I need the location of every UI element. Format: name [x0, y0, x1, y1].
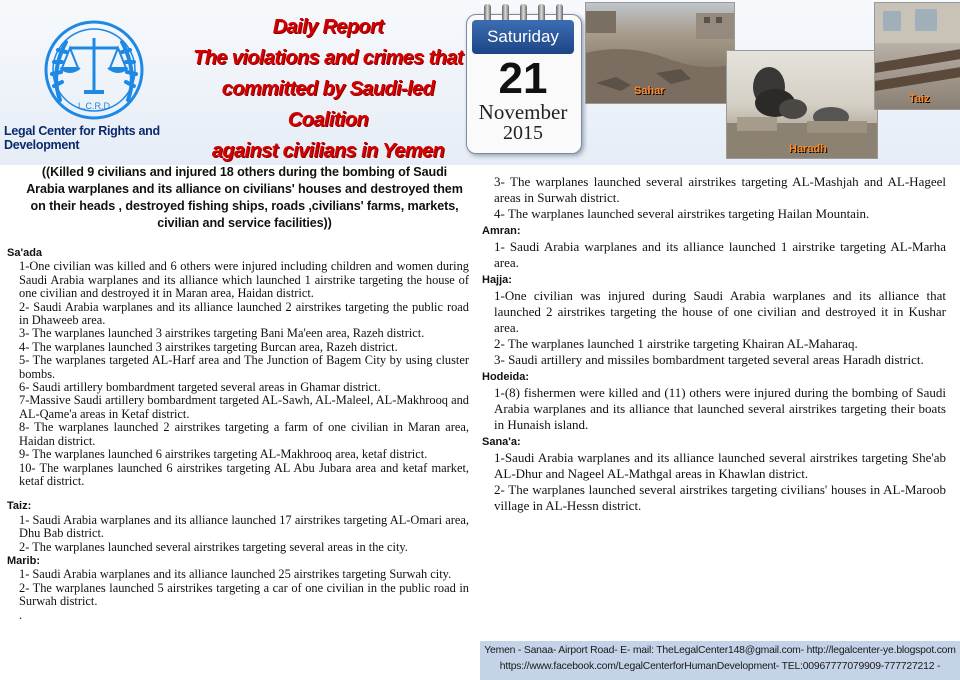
- footer-contacts: https://www.facebook.com/LegalCenterforHumanDevelopment- TEL:00967777079909-777727212 -: [499, 661, 941, 672]
- section-taiz: [7, 500, 469, 554]
- list-item: 2- Saudi Arabia warplanes and its alliance launched 2 airstrikes targeting the public road in Dhaweeb area.: [19, 299, 469, 328]
- photo-label: Haradh: [789, 143, 827, 155]
- contact-footer: [480, 641, 960, 680]
- section-heading: Hodeida:: [482, 371, 530, 383]
- list-item: 1-One civilian was killed and 6 others were injured including children and women during Saudi Arabia warplanes and its alliance which launched 1 airstrike targeting the house of one civilian and destroyed it in Maran area, Haidan district.: [19, 259, 469, 301]
- list-item: 9- The warplanes launched 6 airstrikes targeting AL-Makhrooq area, ketaf district.: [19, 447, 428, 462]
- section-heading: Hajja:: [482, 274, 512, 286]
- calendar-date: 21: [498, 54, 548, 103]
- photo-label: Taiz: [909, 93, 930, 105]
- list-item: 7-Massive Saudi artillery bombardment targeted AL-Sawh, AL-Maleel, AL-Makhrooq and AL-Qame'a areas in Ketaf district.: [19, 393, 469, 421]
- list-item: 1- Saudi Arabia warplanes and its alliance launched 17 airstrikes targeting AL-Omari area, Dhu Bab district.: [19, 512, 469, 541]
- section-heading: Sana'a:: [482, 436, 521, 448]
- list-item: 1- Saudi Arabia warplanes and its alliance launched 25 airstrikes targeting Surwah city.: [19, 567, 452, 582]
- list-item: 2- The warplanes launched 5 airstrikes targeting a car of one civilian in the public road in Surwah district.: [19, 580, 469, 609]
- list-item: 3- The warplanes launched 3 airstrikes targeting Bani Ma'een area, Razeh district.: [19, 326, 425, 341]
- list-item: 5- The warplanes targeted AL-Harf area and The Junction of Bagem City by using cluster bombs.: [19, 353, 469, 381]
- section-hajja: [482, 272, 946, 368]
- section-heading: Taiz:: [7, 500, 32, 513]
- list-item: 2- The warplanes launched several airstrikes targeting several areas in the city.: [19, 539, 408, 554]
- section-heading: Sa'ada: [7, 247, 43, 259]
- list-item: 1-Saudi Arabia warplanes and its alliance launched several airstrikes targeting She'ab AL-Dhur and Nageel AL-Mathgal areas in Khawlan district.: [494, 450, 946, 481]
- list-item: 3- Saudi artillery and missiles bombardment targeted several areas Haradh district.: [494, 352, 924, 367]
- section-amran: [482, 223, 946, 271]
- list-item: 1-One civilian was injured during Saudi Arabia warplanes and its alliance that launched 2 airstrikes targeting the house of one civilian and destroyed it in Kushar area.: [494, 288, 946, 335]
- list-item: 6- Saudi artillery bombardment targeted several areas in Ghamar district.: [19, 380, 381, 395]
- logo-letters: L.C.R.D: [77, 101, 111, 111]
- section-saada: [7, 247, 469, 488]
- calendar-month: November: [478, 100, 568, 124]
- section-hodeida: [482, 369, 946, 433]
- smoke-image: [727, 51, 877, 158]
- list-item: 2- The warplanes launched several airstrikes targeting civilians' houses in AL-Maroob village in AL-Hessn district.: [494, 482, 946, 513]
- photo-haradh: [726, 50, 878, 159]
- section-sanaa: [482, 434, 946, 514]
- list-item: 1-(8) fishermen were killed and (11) others were injured during the bombing of Saudi Arabia warplanes and its alliance that launched several airstrikes targeting their boats in Hunaish island.: [494, 385, 946, 432]
- footer-address: Yemen - Sanaa- Airport Road- E- mail: TheLegalCenter148@gmail.com- http://legalcenter-ye.blogspot.com: [484, 645, 956, 656]
- list-item: 8- The warplanes launched 2 airstrikes targeting a farm of one civilian in Maran area, Haidan district.: [19, 420, 469, 448]
- section-heading: Marib:: [7, 554, 40, 567]
- list-item: 4- The warplanes launched 3 airstrikes targeting Burcan area, Razeh district.: [19, 339, 398, 354]
- list-item: 1- Saudi Arabia warplanes and its alliance launched 1 airstrike targeting AL-Marha area.: [494, 239, 946, 270]
- calendar-year: 2015: [503, 122, 543, 144]
- report-title: [188, 12, 468, 167]
- photo-label: Sahar: [634, 85, 665, 97]
- list-item: 4- The warplanes launched several airstrikes targeting Hailan Mountain.: [494, 206, 870, 221]
- list-item: 2- The warplanes launched 1 airstrike targeting Khairan AL-Maharaq.: [494, 336, 858, 351]
- lcrd-logo: [14, 12, 174, 132]
- list-item: .: [19, 607, 23, 622]
- calendar-widget: [462, 4, 584, 154]
- calendar-day: Saturiday: [472, 20, 574, 54]
- left-column: [7, 246, 469, 622]
- title-line: against civilians in Yemen: [211, 140, 445, 162]
- right-column: [482, 174, 946, 514]
- title-line: The violations and crimes that: [193, 47, 463, 69]
- report-summary: ((Killed 9 civilians and injured 18 others during the bombing of Saudi Arabia warplanes and its alliance on civilians' houses and destroyed them on their heads , destroyed fishing ships, roads ,civilians' farms, markets, civilian and service facilities)): [26, 165, 463, 230]
- section-marib-continued: [482, 174, 946, 222]
- section-marib: [7, 555, 469, 622]
- section-spacer: [7, 488, 469, 499]
- photo-sahar: [585, 2, 735, 104]
- title-line: committed by Saudi-led Coalition: [221, 78, 435, 131]
- list-item: 3- The warplanes launched several airstrikes targeting AL-Mashjah and AL-Hageel areas in Surwah district.: [494, 174, 946, 205]
- photo-taiz: [874, 2, 960, 110]
- list-item: 10- The warplanes launched 6 airstrikes targeting AL Abu Jubara area and ketaf market, ketaf district.: [19, 460, 469, 488]
- org-name: Legal Center for Rights and Development: [4, 124, 160, 152]
- section-heading: Amran:: [482, 225, 521, 237]
- title-line: Daily Report: [272, 16, 384, 38]
